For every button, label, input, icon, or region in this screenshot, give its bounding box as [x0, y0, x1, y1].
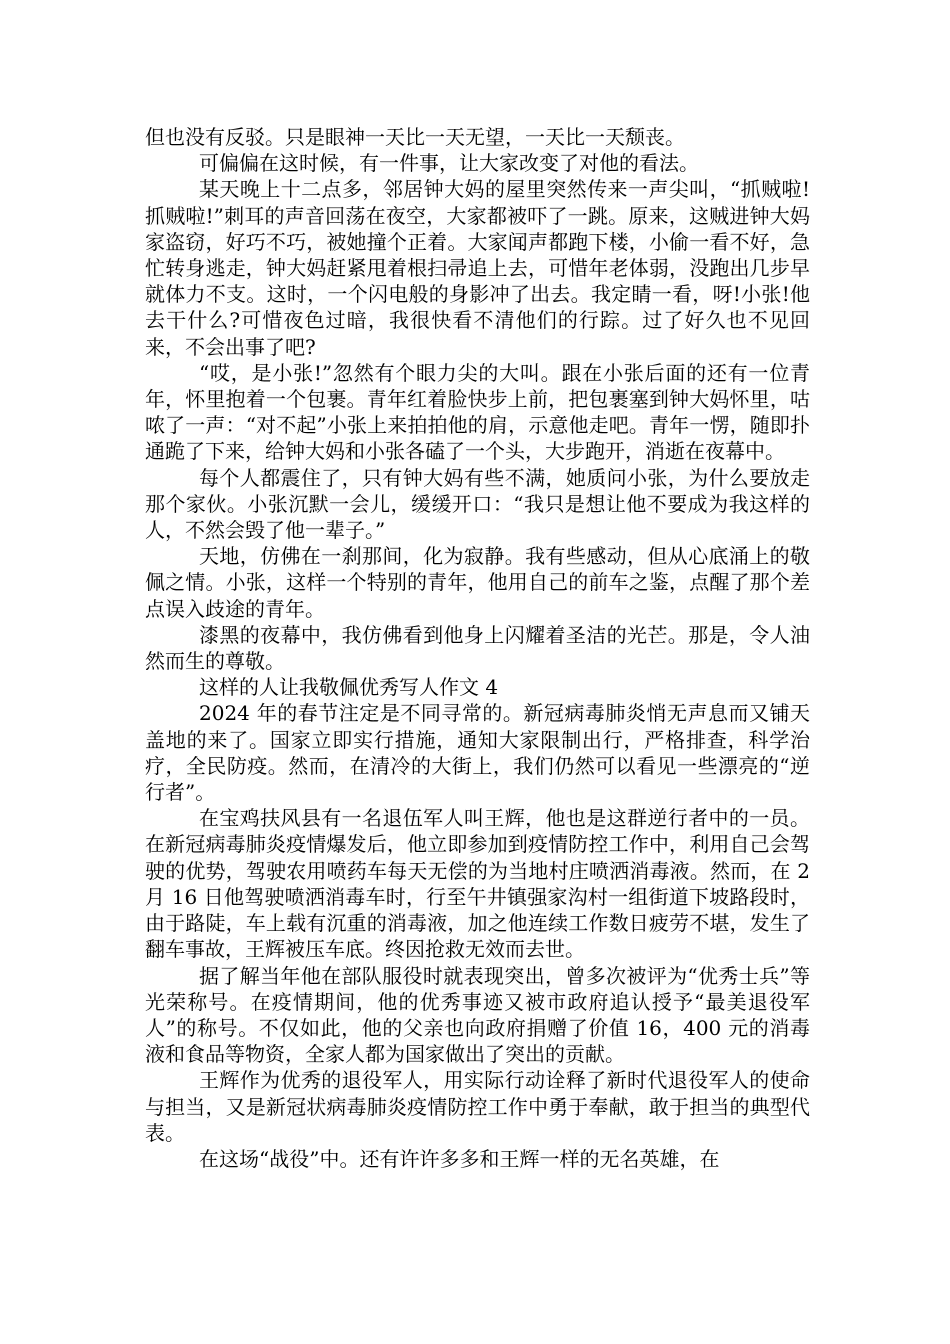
- paragraph: 某天晚上十二点多，邻居钟大妈的屋里突然传来一声尖叫，“抓贼啦!抓贼啦!”刺耳的声音回荡在夜空，大家都被吓了一跳。原来，这贼进钟大妈家盗窃，好巧不巧，被她撞个正着。大家闻声都跑下楼，小偷一看不好，急忙转身逃走，钟大妈赶紧甩着根扫帚追上去，可惜年老体弱，没跑出几步早就体力不支。这时，一个闪电般的身影冲了出去。我定睛一看，呀!小张!他去干什么?可惜夜色过暗，我很快看不清他们的行踪。过了好久也不见回来，不会出事了吧?: [145, 177, 810, 359]
- document-page: [145, 124, 810, 1172]
- paragraph: 据了解当年他在部队服役时就表现突出，曾多次被评为“优秀士兵”等光荣称号。在疫情期间，他的优秀事迹又被市政府追认授予“最美退役军人”的称号。不仅如此，他的父亲也向政府捐赠了价值 16，400 元的消毒液和食品等物资，全家人都为国家做出了突出的贡献。: [145, 963, 810, 1067]
- paragraph: 在宝鸡扶风县有一名退伍军人叫王辉，他也是这群逆行者中的一员。在新冠病毒肺炎疫情爆发后，他立即参加到疫情防控工作中，利用自己会驾驶的优势，驾驶农用喷药车每天无偿的为当地村庄喷洒消毒液。然而，在 2 月 16 日他驾驶喷洒消毒车时，行至午井镇强家沟村一组街道下坡路段时，由于路陡，车上载有沉重的消毒液，加之他连续工作数日疲劳不堪，发生了翻车事故，王辉被压车底。终因抢救无效而去世。: [145, 806, 810, 962]
- paragraph-continuation: 但也没有反驳。只是眼神一天比一天无望，一天比一天颓丧。: [145, 125, 685, 149]
- paragraph: 每个人都震住了，只有钟大妈有些不满，她质问小张，为什么要放走那个家伙。小张沉默一会儿，缓缓开口：“我只是想让他不要成为我这样的人，不然会毁了他一辈子。”: [145, 465, 810, 543]
- paragraph: 2024 年的春节注定是不同寻常的。新冠病毒肺炎悄无声息而又铺天盖地的来了。国家立即实行措施，通知大家限制出行，严格排查，科学治疗，全民防疫。然而，在清冷的大街上，我们仍然可以看见一些漂亮的“逆行者”。: [145, 701, 810, 805]
- paragraph: 可偏偏在这时候，有一件事，让大家改变了对他的看法。: [199, 151, 699, 176]
- section-title: 这样的人让我敬佩优秀写人作文 4: [199, 675, 499, 700]
- paragraph: 王辉作为优秀的退役军人，用实际行动诠释了新时代退役军人的使命与担当，又是新冠状病毒肺炎疫情防控工作中勇于奉献，敢于担当的典型代表。: [145, 1068, 810, 1145]
- paragraph: “哎，是小张!”忽然有个眼力尖的大叫。跟在小张后面的还有一位青年，怀里抱着一个包裹。青年红着脸快步上前，把包裹塞到钟大妈怀里，咕哝了一声：“对不起”小张上来拍拍他的肩，示意他走吧。青年一愣，随即扑通跪了下来，给钟大妈和小张各磕了一个头，大步跑开，消逝在夜幕中。: [145, 360, 810, 464]
- paragraph: 漆黑的夜幕中，我仿佛看到他身上闪耀着圣洁的光芒。那是，令人油然而生的尊敬。: [145, 622, 810, 674]
- paragraph: 在这场“战役”中。还有许许多多和王辉一样的无名英雄，在: [199, 1146, 720, 1171]
- paragraph: 天地，仿佛在一刹那间，化为寂静。我有些感动，但从心底涌上的敬佩之情。小张，这样一个特别的青年，他用自己的前车之鉴，点醒了那个差点误入歧途的青年。: [145, 544, 810, 621]
